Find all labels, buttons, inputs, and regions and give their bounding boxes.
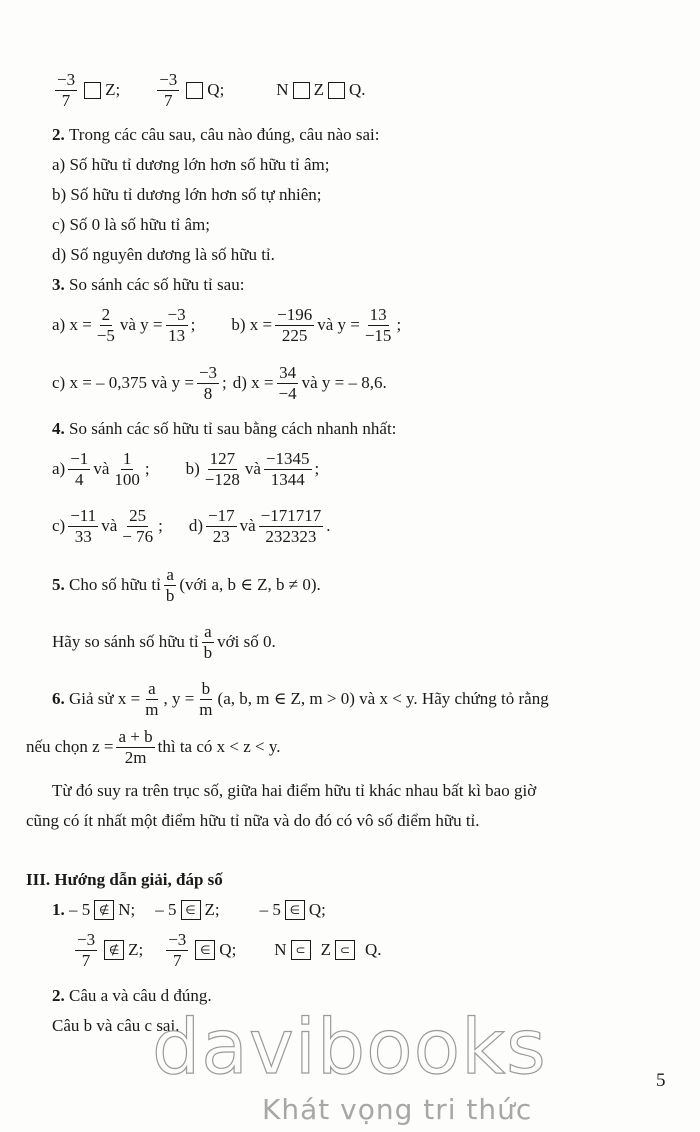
fraction: $\frac{34}{-4}$: [278, 363, 297, 403]
set-q: Q;: [207, 80, 225, 100]
fraction: $\frac{-3}{8}$: [198, 363, 218, 403]
fraction: $\frac{-1}{4}$: [70, 449, 89, 489]
fraction: $\frac{b}{m}$: [199, 679, 213, 719]
section-title: III. Hướng dẫn giải, đáp số: [26, 870, 223, 889]
fraction: $\frac{-3}{13}$: [167, 305, 186, 345]
fraction: $\frac{-1345}{1344}$: [265, 449, 310, 489]
fraction: $\frac{127}{-128}$: [204, 449, 240, 489]
fraction: $\frac{-11}{33}$: [70, 506, 97, 546]
exercise2-item-c: c) Số 0 là số hữu tỉ âm;: [52, 215, 210, 234]
symbol-box: ∉: [104, 940, 124, 960]
exercise2-item-b: b) Số hữu tỉ dương lớn hơn số tự nhiên;: [52, 185, 322, 204]
symbol-box: ⊂: [335, 940, 355, 960]
fraction: $\frac{-171717}{232323}$: [260, 506, 322, 546]
answer1-row2: $\frac{-3}{7}$ ∉ Z; $\frac{-3}{7}$ ∈ Q; N ⊂ Z ⊂ Q.: [77, 930, 382, 970]
blank-box: [328, 82, 345, 99]
blank-box: [293, 82, 310, 99]
symbol-box: ∈: [181, 900, 201, 920]
fraction: $\frac{13}{-15}$: [364, 305, 392, 345]
exercise2-item-a: a) Số hữu tỉ dương lớn hơn số hữu tỉ âm;: [52, 155, 330, 174]
exercise5-line1: 5. Cho số hữu tỉ $\frac{a}{b}$ (với a, b ∈ Z, b ≠ 0).: [52, 565, 321, 605]
exercise4-heading: 4. So sánh các số hữu tỉ sau bằng cách nhanh nhất:: [52, 419, 397, 438]
fraction: $\frac{2}{-5}$: [96, 305, 115, 345]
fraction: $\frac{-3}{7}$: [168, 930, 187, 970]
fraction: $\frac{a}{m}$: [145, 679, 159, 719]
exercise6-line1: 6. Giả sử x = $\frac{a}{m}$ , y = $\frac{b}{m}$ (a, b, m ∈ Z, m > 0) và x < y. Hãy chứng tỏ rằng: [52, 679, 549, 719]
exercise2-item-d: d) Số nguyên dương là số hữu tỉ.: [52, 245, 275, 264]
symbol-box: ∉: [94, 900, 114, 920]
symbol-box: ⊂: [291, 940, 311, 960]
exercise6-line2: nếu chọn z = $\frac{a + b}{2m}$ thì ta có x < z < y.: [26, 727, 281, 767]
fraction: $\frac{a}{b}$: [165, 565, 175, 605]
symbol-box: ∈: [195, 940, 215, 960]
exercise2-heading: 2. Trong các câu sau, câu nào đúng, câu nào sai:: [52, 125, 380, 144]
exercise3-row-ab: a) x = $\frac{2}{-5}$ và y = $\frac{-3}{13}$ ; b) x = $\frac{-196}{225}$ và y = $\frac{13}{-15}$ ;: [52, 305, 402, 345]
exercise5-line2: Hãy so sánh số hữu tỉ $\frac{a}{b}$ với số 0.: [52, 622, 276, 662]
answer2-line1: 2. Câu a và câu d đúng.: [52, 986, 212, 1005]
exercise4-row-ab: a) $\frac{-1}{4}$ và $\frac{1}{100}$ ; b) $\frac{127}{-128}$ và $\frac{-1345}{1344}$ ;: [52, 449, 320, 489]
fraction: $\frac{a}{b}$: [203, 622, 213, 662]
blank-box: [186, 82, 203, 99]
fraction: $\frac{-17}{23}$: [207, 506, 235, 546]
fraction: $\frac{a + b}{2m}$: [118, 727, 153, 767]
answer1-row1: 1. – 5 ∉ N; – 5 ∈ Z; – 5 ∈ Q;: [52, 900, 326, 919]
set-z: Z: [313, 80, 324, 100]
fraction: $\frac{-3}{7}$: [159, 70, 178, 110]
fraction: $\frac{-3}{7}$: [57, 70, 76, 110]
fraction: $\frac{-196}{225}$: [277, 305, 313, 345]
set-q: Q.: [348, 80, 366, 100]
page-number: 5: [656, 1070, 666, 1091]
fraction: $\frac{-3}{7}$: [77, 930, 96, 970]
exercise6-paragraph-1: Từ đó suy ra trên trục số, giữa hai điểm hữu tỉ khác nhau bất kì bao giờ: [52, 781, 537, 800]
exercise1-row: [52, 70, 366, 110]
blank-box: [84, 82, 101, 99]
set-z: Z;: [105, 80, 121, 100]
watermark-tagline: Khát vọng tri thức: [262, 1093, 533, 1126]
fraction: $\frac{25}{- 76}$: [122, 506, 154, 546]
watermark-logo: davibooks: [152, 1002, 547, 1091]
set-n: N: [276, 80, 289, 100]
exercise4-row-cd: c) $\frac{-11}{33}$ và $\frac{25}{- 76}$ ; d) $\frac{-17}{23}$ và $\frac{-171717}{232323}$ .: [52, 506, 331, 546]
fraction: $\frac{1}{100}$: [114, 449, 140, 489]
exercise3-heading: 3. So sánh các số hữu tỉ sau:: [52, 275, 245, 294]
answer2-line2: Câu b và câu c sai.: [52, 1016, 180, 1035]
exercise3-row-cd: c) x = – 0,375 và y = $\frac{-3}{8}$ ; d) x = $\frac{34}{-4}$ và y = – 8,6.: [52, 363, 387, 403]
symbol-box: ∈: [285, 900, 305, 920]
exercise6-paragraph-2: cũng có ít nhất một điểm hữu tỉ nữa và do đó có vô số điểm hữu tỉ.: [26, 811, 480, 830]
